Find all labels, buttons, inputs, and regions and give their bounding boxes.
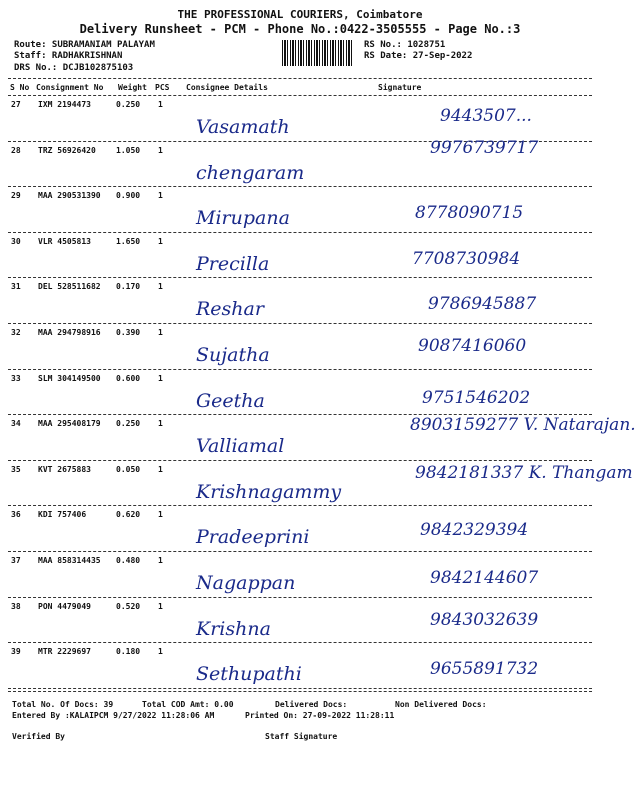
verified-by: Verified By xyxy=(12,732,65,741)
row-consignment-no: PON 4479049 xyxy=(38,601,91,611)
row-weight: 0.520 xyxy=(116,601,141,611)
row-weight: 0.250 xyxy=(116,419,141,429)
row-pcs: 1 xyxy=(158,145,163,155)
row-consignment-no: SLM 304149500 xyxy=(38,373,101,383)
row-consignee: Precilla xyxy=(196,252,270,275)
row-pcs: 1 xyxy=(158,510,163,520)
row-consignment-no: TRZ 56926420 xyxy=(38,145,96,155)
row-signature: 7708730984 xyxy=(412,248,521,269)
row-pcs: 1 xyxy=(158,100,163,109)
non-delivered-docs: Non Delivered Docs: xyxy=(395,700,487,709)
rs-no-label: RS No.: 1028751 xyxy=(364,40,446,50)
col-consignment: Consignment No xyxy=(36,83,104,92)
row-sno: 37 xyxy=(11,556,21,565)
row-signature: 9842144607 xyxy=(430,568,539,588)
row-consignment-no: MAA 290531390 xyxy=(38,191,101,201)
staff-label: Staff: RADHAKRISHNAN xyxy=(14,51,123,61)
row-divider xyxy=(8,551,592,552)
row-pcs: 1 xyxy=(158,647,163,657)
row-divider xyxy=(8,642,592,643)
col-pcs: PCS xyxy=(155,83,170,92)
row-signature: 9786945887 xyxy=(428,294,537,315)
row-consignment-no: MAA 295408179 xyxy=(38,419,101,429)
row-sno: 27 xyxy=(11,100,21,109)
row-divider xyxy=(8,688,592,689)
row-consignment-no: MAA 858314435 xyxy=(38,556,101,565)
printed-on: Printed On: 27-09-2022 11:28:11 xyxy=(245,711,395,720)
row-consignment-no: KVT 2675883 xyxy=(38,464,91,474)
row-consignee: Valliamal xyxy=(196,435,285,458)
row-signature: 9842329394 xyxy=(420,520,529,541)
row-weight: 0.050 xyxy=(116,464,141,474)
row-sno: 31 xyxy=(11,282,21,292)
row-consignment-no: MAA 294798916 xyxy=(38,328,101,337)
row-weight: 0.900 xyxy=(116,191,141,201)
row-consignment-no: VLR 4505813 xyxy=(38,236,91,246)
row-signature: 9443507... xyxy=(440,106,532,126)
route-label: Route: SUBRAMANIAM PALAYAM xyxy=(14,40,155,50)
row-weight: 0.180 xyxy=(116,647,141,657)
row-weight: 0.390 xyxy=(116,328,141,337)
row-signature: 9655891732 xyxy=(430,659,539,680)
row-pcs: 1 xyxy=(158,419,163,429)
row-pcs: 1 xyxy=(158,601,163,611)
delivered-docs: Delivered Docs: xyxy=(275,700,348,709)
row-weight: 0.480 xyxy=(116,556,141,565)
row-sno: 34 xyxy=(11,419,21,429)
row-weight: 1.650 xyxy=(116,236,141,246)
row-pcs: 1 xyxy=(158,556,163,565)
row-consignee: Geetha xyxy=(196,389,265,412)
row-sno: 38 xyxy=(11,601,21,611)
header-rule xyxy=(8,78,592,79)
row-sno: 33 xyxy=(11,373,21,383)
row-consignee: Sethupathi xyxy=(196,663,302,686)
row-pcs: 1 xyxy=(158,373,163,383)
barcode xyxy=(282,40,354,66)
row-weight: 1.050 xyxy=(116,145,141,155)
row-divider xyxy=(8,232,592,233)
row-weight: 0.170 xyxy=(116,282,141,292)
row-consignee: Krishnagammy xyxy=(196,480,342,503)
row-consignment-no: MTR 2229697 xyxy=(38,647,91,657)
row-divider xyxy=(8,323,592,324)
row-sno: 30 xyxy=(11,236,21,246)
row-sno: 35 xyxy=(11,464,21,474)
col-signature: Signature xyxy=(378,83,422,92)
row-consignee: chengaram xyxy=(196,161,305,184)
header-rule-bottom xyxy=(8,95,592,96)
row-signature: 9843032639 xyxy=(430,609,539,630)
col-sno: S No xyxy=(10,83,30,92)
row-signature: 8778090715 xyxy=(415,203,524,224)
row-weight: 0.250 xyxy=(116,100,141,109)
row-consignee: Krishna xyxy=(196,617,271,640)
footer-rule xyxy=(8,691,592,692)
row-divider xyxy=(8,186,592,187)
row-sno: 39 xyxy=(11,647,21,657)
company-title: THE PROFESSIONAL COURIERS, Coimbatore xyxy=(177,8,423,21)
row-consignee: Pradeeprini xyxy=(196,526,310,549)
row-pcs: 1 xyxy=(158,282,163,292)
row-divider xyxy=(8,597,592,598)
row-consignment-no: KDI 757406 xyxy=(38,510,87,520)
row-divider xyxy=(8,505,592,506)
row-divider xyxy=(8,460,592,461)
total-cod: Total COD Amt: 0.00 xyxy=(142,700,234,709)
row-divider xyxy=(8,277,592,278)
row-sno: 29 xyxy=(11,191,21,201)
row-weight: 0.620 xyxy=(116,510,141,520)
row-pcs: 1 xyxy=(158,236,163,246)
row-signature: 9842181337 K. Thangam xyxy=(415,462,633,483)
row-divider xyxy=(8,369,592,370)
row-signature: 9976739717 xyxy=(430,137,539,158)
entered-by: Entered By :KALAIPCM 9/27/2022 11:28:06 AM xyxy=(12,711,215,720)
row-signature: 8903159277 V. Natarajan. xyxy=(410,415,636,436)
row-signature: 9751546202 xyxy=(422,387,531,408)
row-consignee: Mirupana xyxy=(196,207,290,230)
row-signature: 9087416060 xyxy=(418,336,527,356)
row-pcs: 1 xyxy=(158,191,163,201)
row-sno: 28 xyxy=(11,145,21,155)
row-consignment-no: DEL 528511682 xyxy=(38,282,101,292)
runsheet-subtitle: Delivery Runsheet - PCM - Phone No.:0422-3505555 - Page No.:3 xyxy=(79,22,521,36)
row-consignee: Reshar xyxy=(196,298,264,321)
row-weight: 0.600 xyxy=(116,373,141,383)
staff-signature: Staff Signature xyxy=(265,732,338,741)
col-weight: Weight xyxy=(118,83,147,92)
row-pcs: 1 xyxy=(158,464,163,474)
row-consignment-no: IXM 2194473 xyxy=(38,100,91,109)
row-consignee: Vasamath xyxy=(196,116,290,138)
total-docs: Total No. Of Docs: 39 xyxy=(12,700,114,709)
rs-date-label: RS Date: 27-Sep-2022 xyxy=(364,51,473,61)
row-sno: 36 xyxy=(11,510,21,520)
row-pcs: 1 xyxy=(158,328,163,337)
row-sno: 32 xyxy=(11,328,21,337)
col-consignee: Consignee Details xyxy=(186,83,268,92)
row-consignee: Nagappan xyxy=(196,572,296,594)
row-consignee: Sujatha xyxy=(196,344,270,366)
drs-label: DRS No.: DCJB102875103 xyxy=(14,63,134,73)
